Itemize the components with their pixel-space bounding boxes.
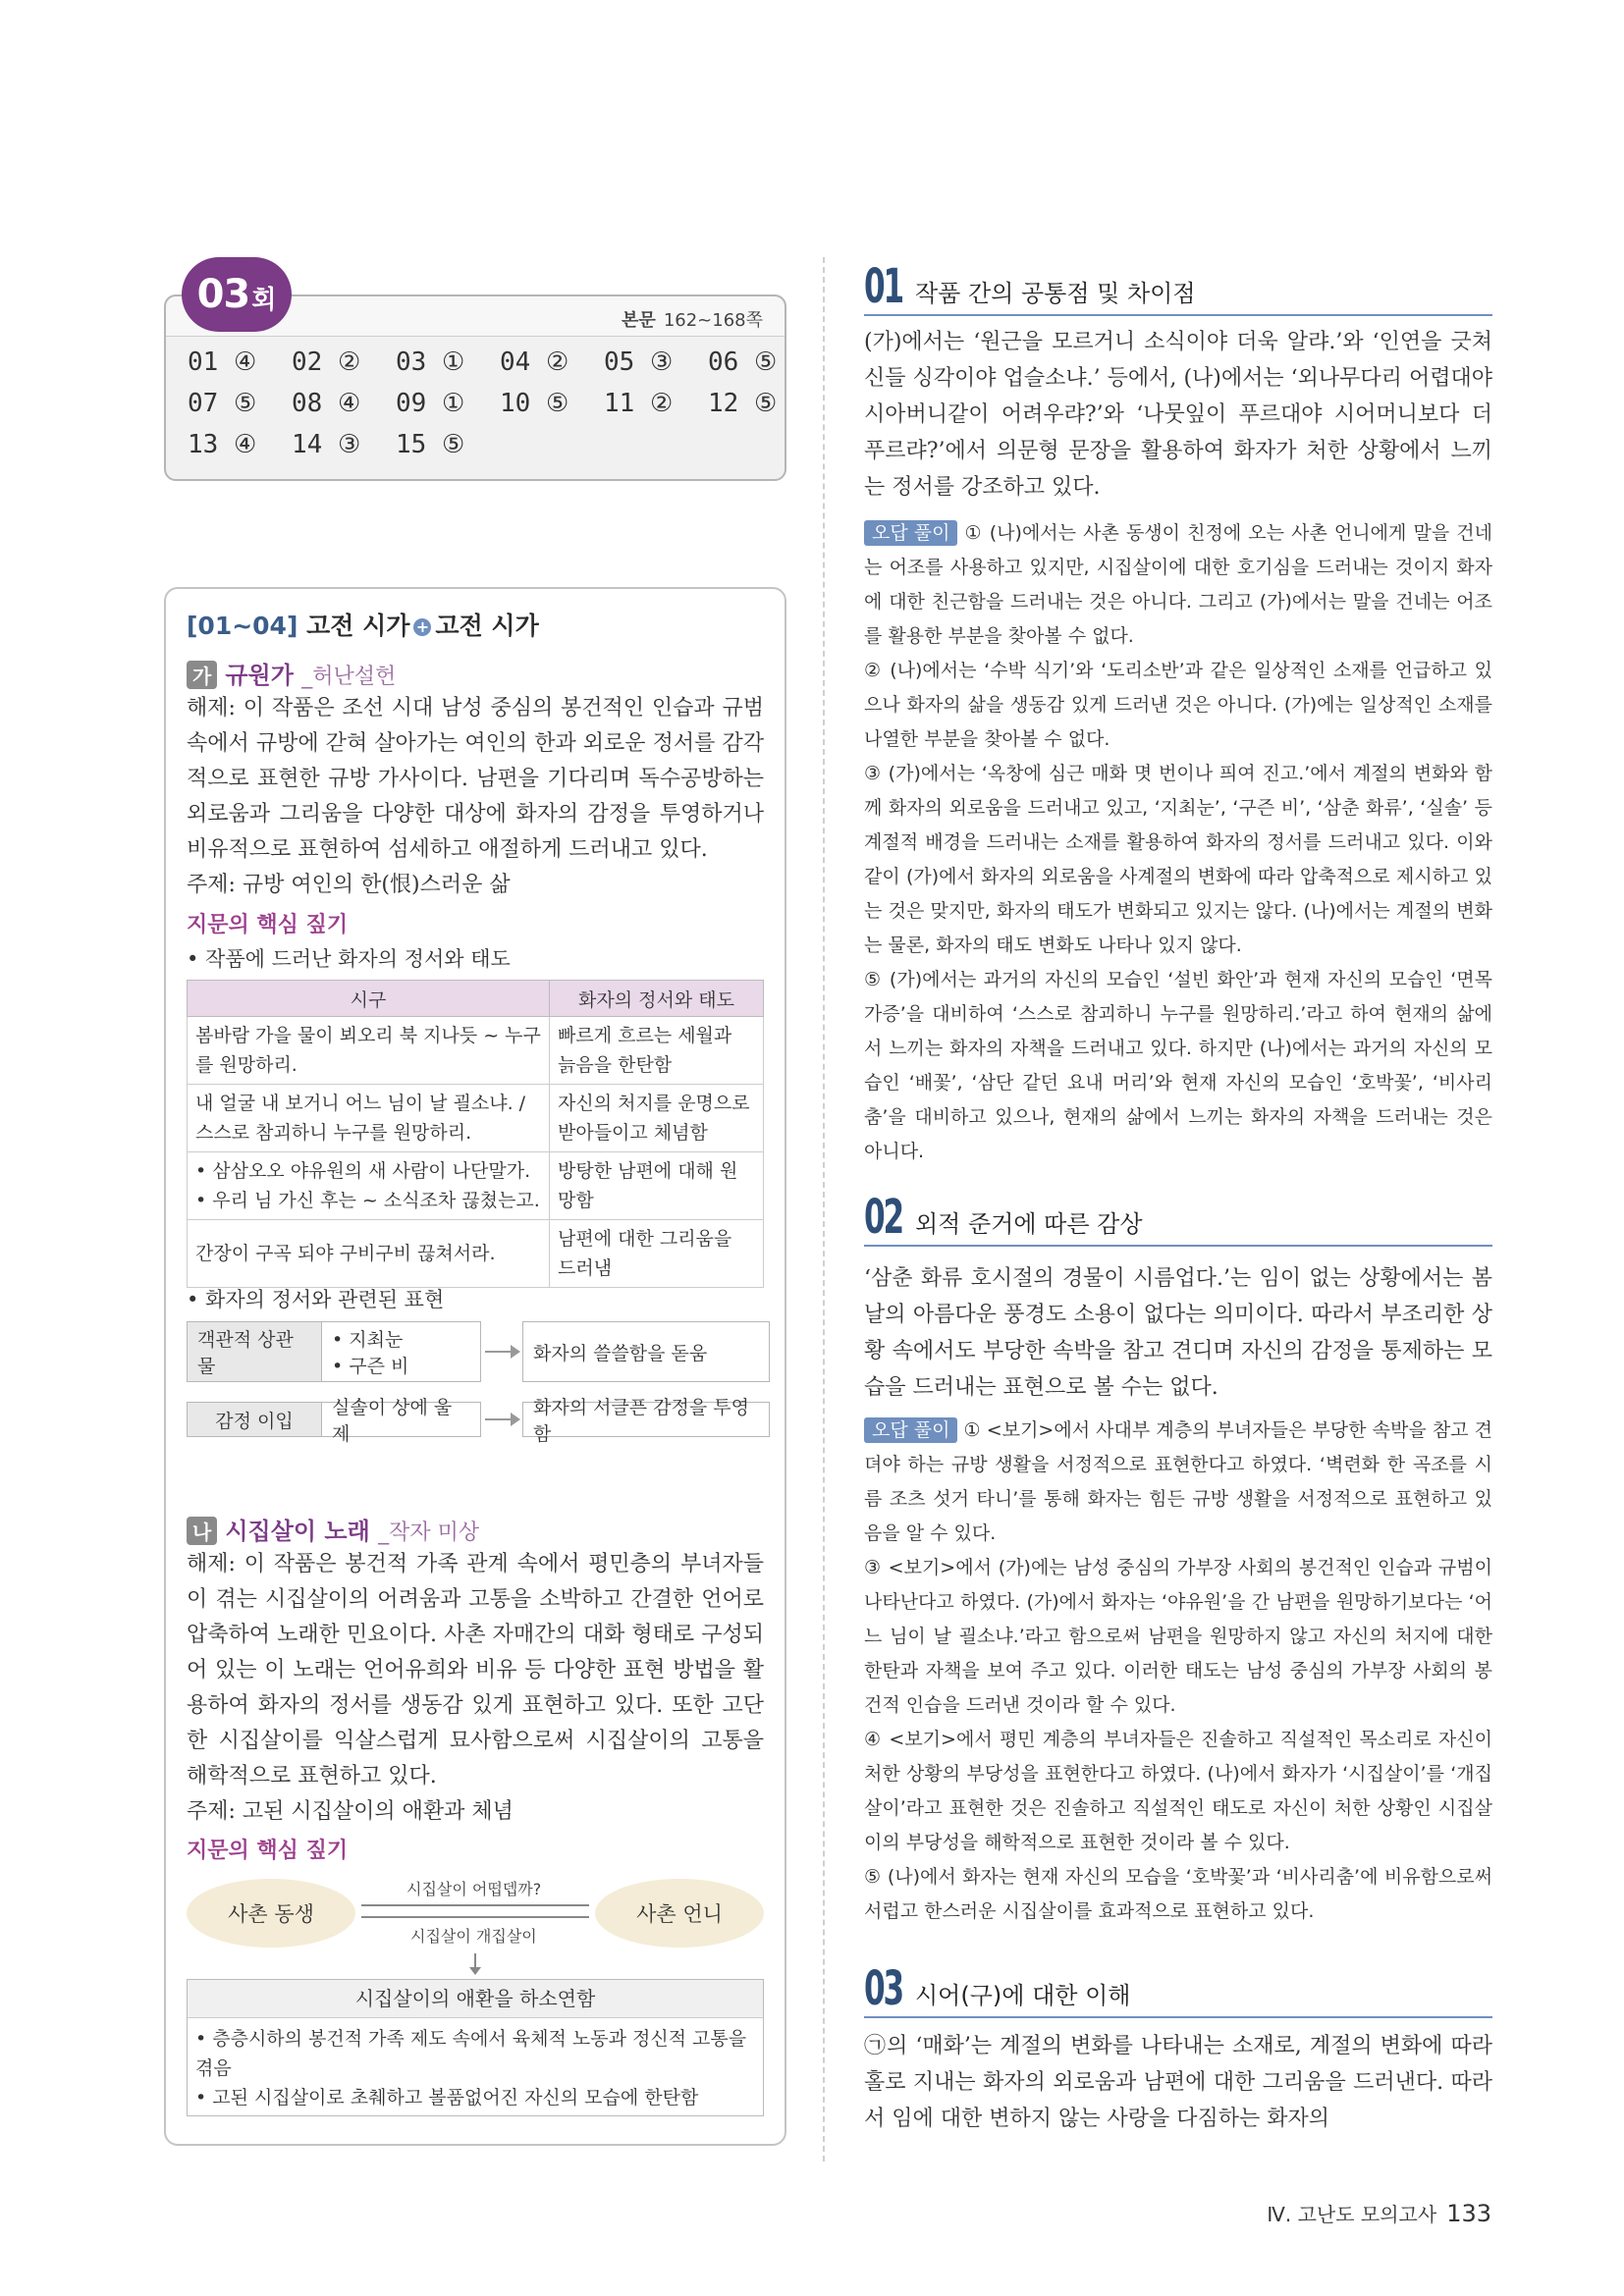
expression-effect: 화자의 서글픈 감정을 투영함 (522, 1402, 770, 1437)
table-row (188, 1017, 764, 1085)
emotion-cell: 빠르게 흐르는 세월과 늙음을 한탄함 (550, 1017, 764, 1085)
lament-item: • 층층시하의 봉건적 가족 제도 속에서 육체적 노동과 정신적 고통을 겪음 (195, 2028, 747, 2079)
lament-summary-box (187, 1979, 764, 2116)
expression-items: 실솔이 상에 울 제 (322, 1402, 481, 1437)
q01-body: (가)에서는 ‘원근을 모르거니 소식이야 더욱 알랴.’와 ‘인연을 긋쳐신들 싱각이야 업슬소냐.’ 등에서, (나)에서는 ‘외나무다리 어렵대야 시아버니같이 어려우랴?’와 ‘나뭇잎이 푸르대야 시어머니보다 더 푸르랴?’에서 의문형 문장을 활용하여 화자가 처한 상황에서 느끼는 정서를 강조하고 있다. (864, 330, 1492, 500)
key-points-label-na: 지문의 핵심 짚기 (187, 1839, 349, 1863)
answer-grid (188, 347, 812, 459)
q03-number: 03 (864, 1961, 902, 2016)
answer-item: 07 ⑤ (188, 389, 257, 418)
part-label: Ⅳ. 고난도 모의고사 (1267, 2203, 1437, 2226)
section-title: [01~04] 고전 시가 + 고전 시가 (187, 612, 539, 640)
page-number: 133 (1446, 2200, 1491, 2227)
q01-title: 작품 간의 공통점 및 차이점 (915, 280, 1196, 307)
key-points-label-ga: 지문의 핵심 짚기 (187, 913, 349, 937)
expression-effect: 화자의 쓸쓸함을 돋움 (522, 1321, 770, 1382)
answer-item: 05 ③ (604, 347, 674, 377)
verse-cell: 내 얼굴 내 보거니 어느 님이 날 괼소냐. / 스스로 참괴하니 누구를 원망하리. (188, 1085, 550, 1152)
answer-item: 06 ⑤ (708, 347, 778, 377)
verse-cell: • 삼삼오오 야유원의 새 사람이 나단말가. • 우리 님 가신 후는 ~ 소식조차 끊쳤는고. (188, 1152, 550, 1220)
q01-explanation: 오답 풀이 ① (나)에서는 사촌 동생이 친정에 오는 사촌 언니에게 말을 건네는 어조를 사용하고 있지만, 시집살이에 대한 호기심을 드러내는 것이지 화자에 대한 친근함을 드러내는 것은 아니다. 그리고 (가)에서는 말을 건네는 어조를 활용한 부분을 찾아볼 수 없다. ② (나)에서는 ‘수박 식기’와 ‘도리소반’과 같은 일상적인 소재를 언급하고 있으나 화자의 삶을 생동감 있게 드러낸 것은 아니다. (가)에는 일상적인 소재를 나열한 부분을 찾아볼 수 없다. ③ (가)에서는 ‘옥창에 심근 매화 몃 번이나 픠여 진고.’에서 계절의 변화와 함께 화자의 외로움을 드러내고 있고, ‘지최눈’, ‘구즌 비’, ‘삼춘 화류’, ‘실솔’ 등 계절적 배경을 드러내는 소재를 활용하여 화자의 정서를 드러내고 있다. 이와 같이 (가)에서 화자의 외로움을 사계절의 변화에 따라 압축적으로 제시하고 있는 것은 맞지만, 화자의 태도가 변화되고 있지는 않다. (나)에서는 계절의 변화는 물론, 화자의 태도 변화도 나타나 있지 않다. ⑤ (가)에서는 과거의 자신의 모습인 ‘설빈 화안’과 현재 자신의 모습인 ‘면목가증’을 대비하여 ‘스스로 참괴하니 누구를 원망하리.’라고 하여 현재의 삶에서 느끼는 화자의 자책을 드러내고 있다. 하지만 (나)에서는 과거의 자신의 모습인 ‘배꽃’, ‘삼단 같던 요내 머리’와 현재 자신의 모습인 ‘호박꽃’, ‘비사리춤’을 대비하고 있으나, 현재의 삶에서 느끼는 화자의 자책을 드러내는 것은 아니다. (864, 522, 1492, 1162)
dialogue-arrow-left (361, 1916, 589, 1918)
lament-item: • 고된 시집살이로 초췌하고 볼품없어진 자신의 모습에 한탄함 (195, 2087, 699, 2109)
q03-title: 시어(구)에 대한 이해 (915, 1982, 1131, 2009)
answer-item: 01 ④ (188, 347, 257, 377)
q02-title: 외적 준거에 따른 감상 (915, 1210, 1143, 1238)
table-header-verse: 시구 (188, 981, 550, 1017)
q02-number: 02 (864, 1190, 902, 1245)
emotion-cell: 남편에 대한 그리움을 드러냄 (550, 1220, 764, 1288)
round-badge: 03 회 (182, 257, 292, 332)
answer-item: 03 ① (396, 347, 465, 377)
answer-item: 15 ⑤ (396, 430, 465, 459)
emotion-table (187, 980, 764, 1288)
answer-item: 10 ⑤ (500, 389, 569, 418)
answer-item: 13 ④ (188, 430, 257, 459)
expression-label: 객관적 상관물 (187, 1321, 322, 1382)
q01-header (864, 257, 1492, 316)
emotion-cell: 방탕한 남편에 대해 원망함 (550, 1152, 764, 1220)
answer-item: 11 ② (604, 389, 674, 418)
emotion-cell: 자신의 처지를 운명으로 받아들이고 체념함 (550, 1085, 764, 1152)
expression-items: • 지최눈 • 구즌 비 (322, 1321, 481, 1382)
work-ga-heading: 가 규원가 _허난설헌 (187, 656, 396, 690)
column-divider (823, 257, 825, 2162)
answer-item: 14 ③ (292, 430, 361, 459)
q02-body: ‘삼춘 화류 호시절의 경물이 시름업다.’는 임이 없는 상황에서는 봄날의 아름다운 풍경도 소용이 없다는 의미이다. 따라서 부조리한 상황 속에서도 부당한 속박을 참고 견디며 자신의 감정을 통제하는 모습을 드러내는 표현으로 볼 수는 없다. (864, 1266, 1492, 1400)
work-ga-theme: 주제: 규방 여인의 한(恨)스러운 삶 (187, 873, 511, 897)
expression-row-empathy (187, 1397, 770, 1445)
q03-body: ㉠의 ‘매화’는 계절의 변화를 나타내는 소재로, 계절의 변화에 따라 홀로 지내는 화자의 외로움과 남편에 대한 그리움을 드러낸다. 따라서 임에 대한 변하지 않는 사랑을 다짐하는 화자의 (864, 2034, 1492, 2131)
dialogue-answer: 시집살이 개집살이 (410, 1927, 537, 1946)
page-footer (1267, 2199, 1491, 2227)
wrong-answer-tag: 오답 풀이 (864, 520, 957, 546)
table-row (188, 1085, 764, 1152)
work-na-commentary: 해제: 이 작품은 봉건적 가족 관계 속에서 평민층의 부녀자들이 겪는 시집살이의 어려움과 고통을 소박하고 간결한 언어로 압축하여 노래한 민요이다. 사촌 자매간의 대화 형태로 구성되어 있는 이 노래는 언어유희와 비유 등 다양한 표현 방법을 활용하여 화자의 정서를 생동감 있게 표현하고 있다. 또한 고단한 시집살이를 익살스럽게 묘사함으로써 시집살이의 고통을 해학적으로 표현하고 있다. (187, 1552, 764, 1789)
table-header-emotion: 화자의 정서와 태도 (550, 981, 764, 1017)
q02-header (864, 1188, 1492, 1247)
table-row (188, 1152, 764, 1220)
work-na-theme: 주제: 고된 시집살이의 애환과 체념 (187, 1799, 514, 1824)
down-arrow-icon (469, 1967, 481, 1975)
expression-row-objective (187, 1321, 770, 1382)
arrow-right-icon (485, 1418, 518, 1420)
q03-header (864, 1959, 1492, 2018)
answer-item: 09 ① (396, 389, 465, 418)
answer-item: 04 ② (500, 347, 569, 377)
q02-explanation: 오답 풀이 ① <보기>에서 사대부 계층의 부녀자들은 부당한 속박을 참고 견뎌야 하는 규방 생활을 서정적으로 표현한다고 하였다. ‘벽련화 한 곡조를 시름 조츠 섯거 타니’를 통해 화자는 힘든 규방 생활을 서정적으로 표현하고 있음을 알 수 있다. ③ <보기>에서 (가)에는 남성 중심의 가부장 사회의 봉건적인 인습과 규범이 나타난다고 하였다. (가)에서 화자는 ‘야유원’을 간 남편을 원망하기보다는 ‘어느 님이 날 괼소냐.’라고 함으로써 남편을 원망하지 않고 자신의 처지에 대한 한탄과 자책을 보여 주고 있다. 이러한 태도는 남성 중심의 가부장 사회의 봉건적 인습을 드러낸 것이라 할 수 있다. ④ <보기>에서 평민 계층의 부녀자들은 진솔하고 직설적인 목소리로 자신이 처한 상황의 부당성을 표현한다고 하였다. (나)에서 화자가 ‘시집살이’를 ‘개집살이’라고 표현한 것은 진솔하고 직설적인 태도로 자신이 처한 상황인 시집살이의 부당성을 해학적으로 표현한 것이라 볼 수 있다. ⑤ (나)에서 화자는 현재 자신의 모습을 ‘호박꽃’과 ‘비사리춤’에 비유함으로써 서럽고 한스러운 시집살이를 효과적으로 표현하고 있다. (864, 1419, 1492, 1922)
page-range: 본문 162~168쪽 (622, 310, 763, 331)
expression-label: 감정 이입 (187, 1402, 322, 1437)
bullet-related-expression: • 화자의 정서와 관련된 표현 (187, 1288, 445, 1311)
answer-item: 02 ② (292, 347, 361, 377)
dialogue-question: 시집살이 어떱뎁까? (406, 1880, 542, 1898)
plus-icon: + (413, 618, 431, 636)
work-ga-commentary: 해제: 이 작품은 조선 시대 남성 중심의 봉건적인 인습과 규범 속에서 규방에 갇혀 살아가는 여인의 한과 외로운 정서를 감각적으로 표현한 규방 가사이다. 남편을 기다리며 독수공방하는 외로움과 그리움을 다양한 대상에 화자의 감정을 투영하거나 비유적으로 표현하여 섬세하고 애절하게 드러내고 있다. (187, 696, 764, 862)
answer-item: 12 ⑤ (708, 389, 778, 418)
answer-item: 08 ④ (292, 389, 361, 418)
bullet-emotion-attitude: • 작품에 드러난 화자의 정서와 태도 (187, 947, 511, 971)
wrong-answer-tag: 오답 풀이 (864, 1417, 957, 1443)
work-na-heading: 나 시집살이 노래 _작자 미상 (187, 1512, 479, 1546)
dialogue-arrow-right (361, 1904, 589, 1906)
verse-cell: 봄바람 가을 물이 뵈오리 북 지나듯 ~ 누구를 원망하리. (188, 1017, 550, 1085)
arrow-right-icon (485, 1351, 518, 1353)
speaker-younger-cousin: 사촌 동생 (187, 1879, 355, 1948)
table-row (188, 1220, 764, 1288)
lament-heading: 시집살이의 애환을 하소연함 (188, 1980, 763, 2018)
q01-number: 01 (864, 259, 902, 314)
verse-cell: 간장이 구곡 되야 구비구비 끊쳐서라. (188, 1220, 550, 1288)
speaker-older-cousin: 사촌 언니 (595, 1879, 764, 1948)
